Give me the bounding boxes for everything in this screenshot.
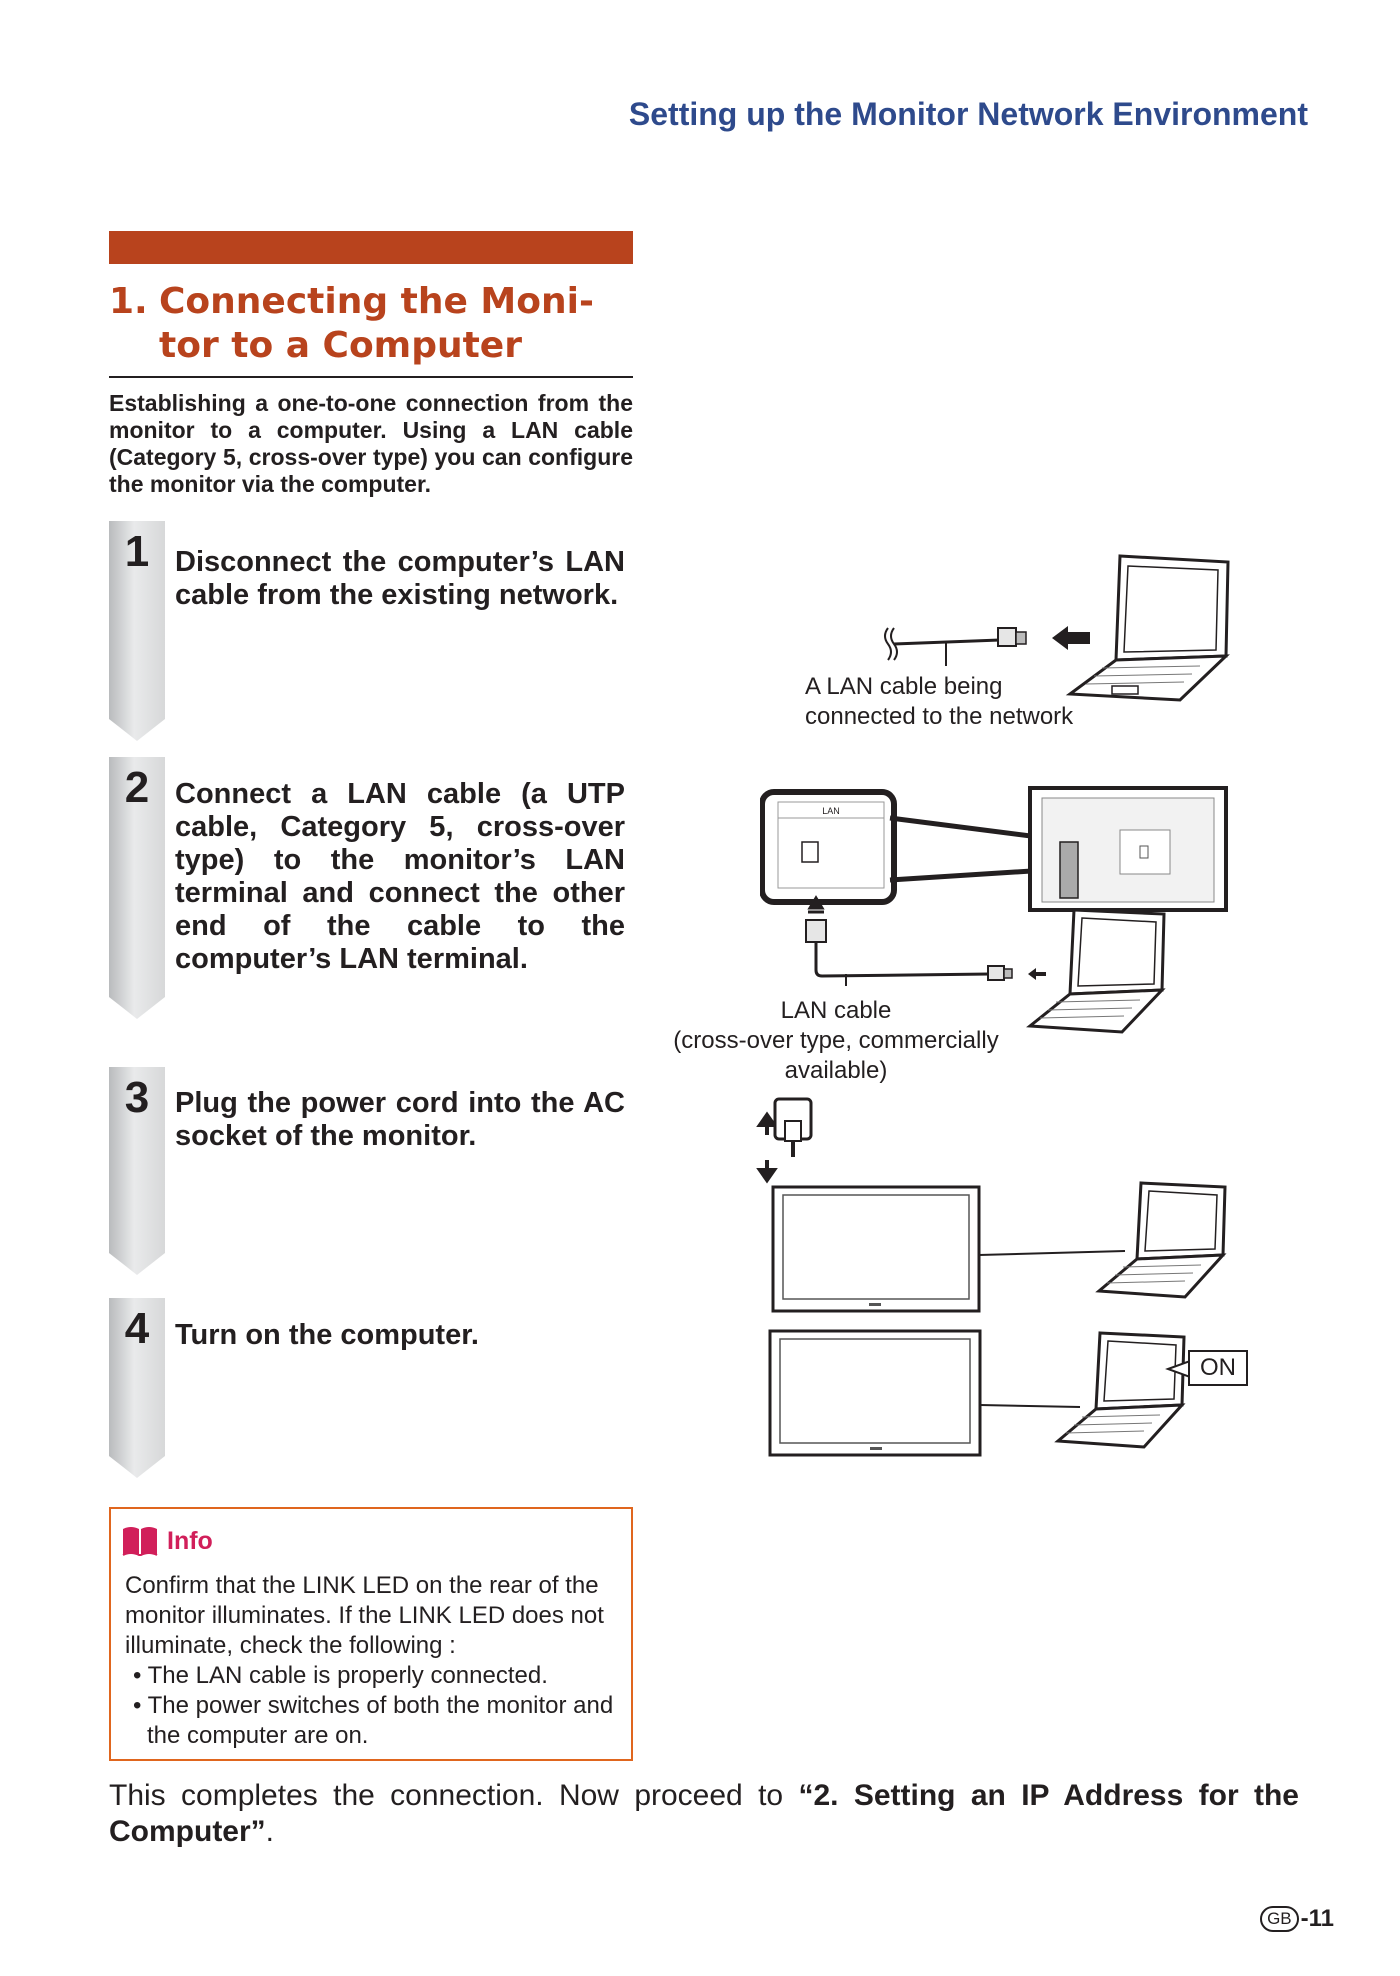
step-text-3: Plug the power cord into the AC socket of the monitor.: [175, 1087, 625, 1152]
info-header: [121, 1525, 213, 1557]
step1-caption-line2: connected to the network: [805, 703, 1074, 730]
step-number: 3: [124, 1073, 150, 1122]
title-divider: [109, 376, 633, 378]
page-number-value: -11: [1300, 1905, 1334, 1932]
step-text-1: Disconnect the computer’s LAN cable from the existing network.: [175, 546, 625, 611]
closing-text: [109, 1778, 1299, 1850]
step1-caption-line1: A LAN cable being: [805, 673, 1003, 700]
step-number: 1: [124, 527, 150, 576]
closing-prefix: This completes the connection. Now proceed to: [109, 1779, 799, 1812]
info-bullet-text: The power switches of both the monitor and the computer are on.: [147, 1692, 614, 1749]
book-icon: [121, 1525, 159, 1557]
power-cord-illustration: [745, 1095, 1235, 1315]
section-intro: Establishing a one-to-one connection from the monitor to a computer. Using a LAN cable (Category 5, cross-over type) you can configure the monitor via the computer.: [109, 390, 633, 497]
page-header-title: Setting up the Monitor Network Environment: [628, 96, 1308, 132]
computer-on-illustration: [760, 1325, 1240, 1485]
step2-caption-line1: LAN cable: [780, 997, 892, 1024]
info-label: Info: [167, 1526, 213, 1555]
step-tab-1: [109, 521, 165, 741]
closing-suffix: .: [265, 1815, 275, 1848]
step-number: 4: [124, 1304, 150, 1353]
info-bullet: • The LAN cable is properly connected.: [133, 1662, 548, 1689]
info-text: Confirm that the LINK LED on the rear of the monitor illuminates. If the LINK LED does not illuminate, check the following :: [125, 1572, 604, 1659]
step-text-4: Turn on the computer.: [175, 1319, 479, 1351]
page-number: [1260, 1905, 1334, 1933]
step2-caption-line2: (cross-over type, commercially available): [673, 1027, 999, 1084]
lan-port-label: LAN: [822, 806, 840, 816]
info-bullet: • The power switches of both the monitor and the computer are on.: [133, 1692, 614, 1749]
on-label: ON: [1188, 1350, 1248, 1386]
step-text-2: Connect a LAN cable (a UTP cable, Category 5, cross-over type) to the monitor’s LAN terminal and connect the other end of the cable to the computer’s LAN terminal.: [175, 778, 625, 975]
step-tab-4: [109, 1298, 165, 1478]
step-tab-2: [109, 757, 165, 1019]
info-body: [125, 1571, 620, 1751]
info-bullet-text: The LAN cable is properly connected.: [147, 1662, 548, 1689]
step2-caption: [636, 996, 1036, 1086]
step-number: 2: [124, 763, 150, 812]
section-number: 1.: [109, 281, 148, 322]
closing-link: “2. Setting an IP Address for the Computer”: [109, 1779, 1299, 1848]
step-tab-3: [109, 1067, 165, 1275]
info-box: [109, 1507, 633, 1761]
section-title-line1: Connecting the Moni-: [159, 281, 594, 322]
section-accent-bar: [109, 231, 633, 264]
step1-caption: [805, 672, 1073, 732]
gb-badge: GB: [1260, 1906, 1299, 1932]
section-title-line2: tor to a Computer: [159, 325, 522, 366]
section-title: [109, 280, 633, 368]
